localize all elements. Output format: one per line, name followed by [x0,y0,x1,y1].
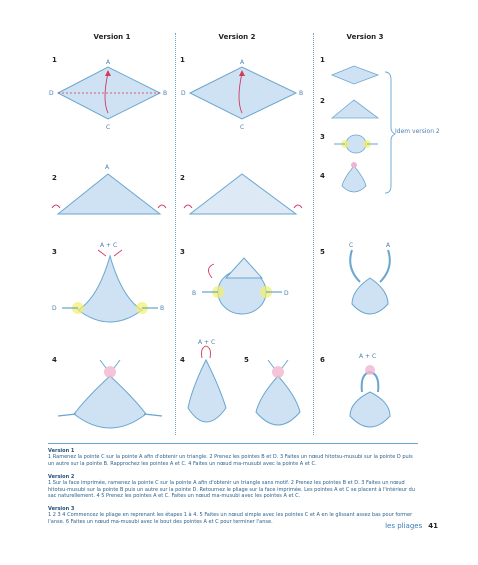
v3-step1-diagram [326,62,386,88]
svg-text:C: C [349,242,354,249]
v3-step3-diagram [326,124,386,158]
svg-text:C: C [240,124,245,131]
v3-step2-diagram [326,94,386,124]
svg-text:D: D [52,305,57,312]
v1-step1-diagram [48,55,173,135]
step-number: 2 [320,97,325,105]
instructions-text: 1 2 3 4 Commencez le pliage en reprenant les étapes 1 à 4. 5 Faites un nœud simple avec les pointes C et A en le glissant assez bas pour former l'anse. 6 Faites un nœud ma-musubi avec le bout des pointes A et C pour terminer l'anse. [48,512,413,525]
svg-text:B: B [299,90,304,97]
step-number: 5 [244,356,249,364]
v1-step4-diagram [48,350,173,440]
column-divider [313,33,314,435]
svg-text:D: D [181,90,186,97]
instructions-heading: Version 3 [48,506,75,512]
instructions-version-2 [48,474,418,500]
step-number: 2 [52,174,57,182]
v2-step3-diagram [176,238,311,334]
v2-step5-diagram [246,350,311,440]
svg-text:D: D [49,90,54,97]
page-number: 41 [428,522,438,530]
step-number: 3 [52,248,57,256]
svg-text:B: B [192,290,197,297]
step-number: 2 [180,174,185,182]
svg-text:A: A [240,59,245,66]
step-number: 1 [52,56,57,64]
svg-text:A: A [105,164,110,171]
svg-text:D: D [284,290,289,297]
instructions-heading: Version 2 [48,474,75,480]
v1-step3-diagram [48,238,173,334]
step-number: 4 [180,356,185,364]
svg-text:C: C [106,124,111,131]
column-title-version-3: Version 3 [346,33,384,41]
v2-step2-diagram [176,160,311,220]
svg-text:B: B [160,305,165,312]
v3-step5-diagram [330,238,410,334]
step-number: 1 [320,56,325,64]
step-number: 3 [320,133,325,141]
step-number: 3 [180,248,185,256]
instructions-text: 1 Ramenez la pointe C sur la pointe A afin d'obtenir un triangle. 2 Prenez les pointes B et D. 3 Faites un nœud hitotsu-musubi sur la pointe D puis un autre sur la pointe B. Rapprochez les pointes A et C. 4 Faites un nœud ma-musubi avec la pointe A et C. [48,454,413,467]
instructions-version-1 [48,448,418,467]
instructions-version-3 [48,506,418,525]
svg-text:A + C: A + C [100,242,118,249]
svg-text:A + C: A + C [198,339,216,346]
instructions-text: 1 Sur la face imprimée, ramenez la pointe C sur la pointe A afin d'obtenir un triangle sans motif. 2 Prenez les pointes B et D. 3 Faites un nœud hitotsu-musubi sur la pointe B puis un autre sur la pointe D. Retournez le pliage sur la face imprimée. Les pointes A et C se placent à l'intérieur du sac naturellement. 4 5 Prenez les pointes A et C. Faites un nœud ma-musubi avec les pointes A et C. [48,480,416,500]
svg-text:A: A [386,242,391,249]
section-name: les pliages [385,522,423,530]
same-as-version-2-note: Idem version 2 [395,128,440,135]
step-number: 6 [320,356,325,364]
page-footer [385,522,438,530]
step-number: 4 [52,356,57,364]
v2-step1-diagram [176,55,311,135]
step-number: 5 [320,248,325,256]
v3-step6-diagram [330,348,410,440]
svg-text:B: B [163,90,168,97]
column-title-version-1: Version 1 [93,33,131,41]
svg-text:A: A [106,59,111,66]
v1-step2-diagram [48,160,173,220]
step-number: 4 [320,172,325,180]
v2-step4-diagram [176,338,246,438]
v3-step4-diagram [334,158,374,198]
divider [48,443,418,444]
column-title-version-2: Version 2 [218,33,256,41]
instructions-heading: Version 1 [48,448,75,454]
step-number: 1 [180,56,185,64]
svg-text:A + C: A + C [359,353,377,360]
